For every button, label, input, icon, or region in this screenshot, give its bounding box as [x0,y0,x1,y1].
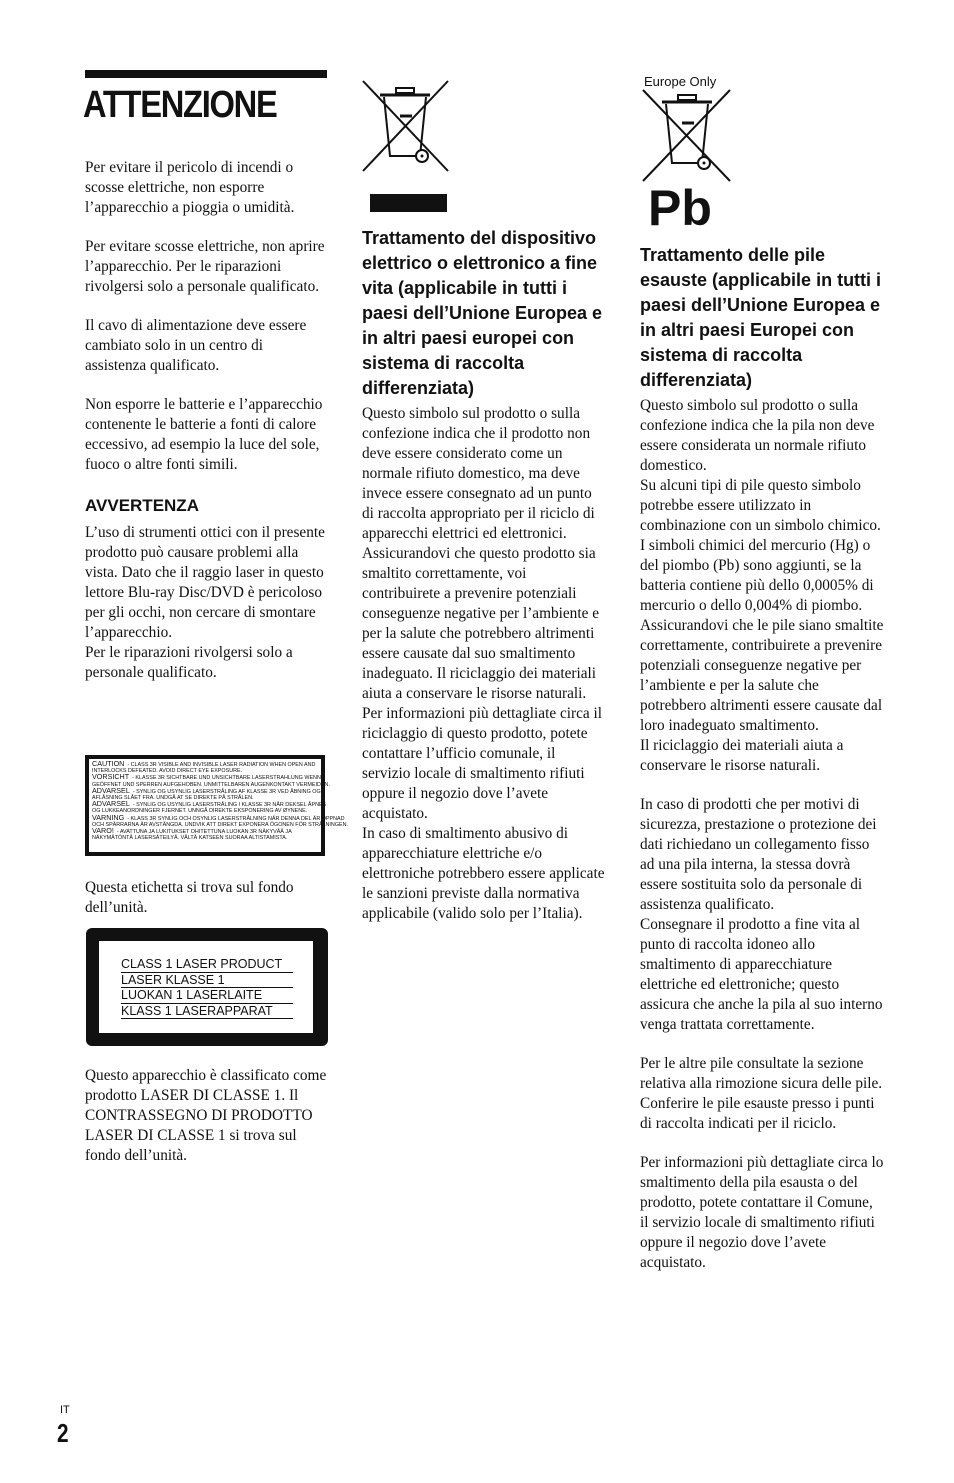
caution-line [92,761,318,768]
caution-label [85,755,349,856]
pb-symbol: Pb [648,180,712,236]
caution-text: GEÖFFNET UND SPERREN AUFGEHOBEN. UNMITTELBAREN AUGENKONTAKT VERMEIDEN. [92,781,330,788]
caution-keyword: ADVARSEL [92,799,130,809]
paragraph: Per evitare scosse elettriche, non aprire l’apparecchio. Per le riparazioni rivolgersi solo a personale qualificato. [85,238,325,295]
page-number: 2 [57,1418,69,1448]
weee-body: Questo simbolo sul prodotto o sulla confezione indica che il prodotto non deve essere considerato come un normale rifiuto domestico, ma deve invece essere consegnato ad un punto di raccolta appropriato per il riciclo di apparecchi elettrici ed elettronici. Assicurandovi che questo prodotto sia smaltito correttamente, voi contribuirete a prevenire potenziali conseguenze negative per l’ambiente e per la salute che potrebbero altrimenti essere causate dal suo smaltimento inadeguato. Il riciclaggio dei materiali aiuta a conservare le risorse naturali. Per informazioni più dettagliate circa il riciclaggio di questo prodotto, potete contattare l’ufficio comunale, il servizio locale di smaltimento rifiuti oppure il negozio dove l’avete acquistato. [362,405,602,822]
warning-text: L’uso di strumenti ottici con il presente prodotto può causare problemi alla vista. Dato che il raggio laser in questo lettore Blu-ray Disc/DVD è pericoloso per gli occhi, non cercare di smontare l’apparecchio. [85,524,325,641]
battery-paragraph: Consegnare il prodotto a fine vita al punto di raccolta idoneo allo smaltimento di apparecchiature elettriche ed elettroniche; questo assicura che anche la pila al suo interno venga trattata correttamente. [640,916,883,1033]
column-3 [640,243,885,1273]
classification-text: Questo apparecchio è classificato come prodotto LASER DI CLASSE 1. Il CONTRASSEGNO DI PRODOTTO LASER DI CLASSE 1 si trova sul fondo dell’unità. [85,1067,327,1164]
europe-only-label: Europe Only [644,74,717,89]
weee-symbol-icon [360,78,450,213]
paragraph: Il cavo di alimentazione deve essere cambiato solo in un centro di assistenza qualificato. [85,317,307,374]
caution-text: OG LUKKEANORDNINGER FJERNET. UNNGÅ DIREKTE EKSPONERING AV ØYNENE. [92,808,308,815]
battery-symbol-icon [640,71,760,236]
caution-text: - SYNLIG OG USYNLIG LASERSTRÅLING AF KLASSE 3R VED ÅBNING OG [132,788,321,795]
battery-paragraph: Questo simbolo sul prodotto o sulla confezione indica che la pila non deve essere considerata un normale rifiuto domestico. [640,397,875,474]
weee-heading: Trattamento del dispositivo elettrico o elettronico a fine vita (applicabile in tutti i paesi dell’Unione Europea e in altri paesi europei con sistema di raccolta differenziata) [362,228,603,398]
caution-text: OCH SPÄRRARNA ÄR AVSTÄNGDA. UNDVIK ATT DIREKT EXPONERA ÖGONEN FÖR STRÅLNINGEN. [92,821,349,828]
paragraph: Non esporre le batterie e l’apparecchio contenente le batterie a fonti di calore eccessivo, ad esempio la luce del sole, fuoco o altre fonti simili. [85,396,323,473]
laser-label-line: CLASS 1 LASER PRODUCT [121,957,293,973]
battery-paragraph: Assicurandovi che le pile siano smaltite correttamente, contribuirete a prevenire potenziali conseguenze negative per l’ambiente e per la salute che potrebbero altrimenti essere causate dal loro inadeguato smaltimento. [640,617,884,734]
laser-label-line: LASER KLASSE 1 [121,973,293,989]
laser-class-label [86,928,328,1046]
caution-text: - KLASS 3R SYNLIG OCH OSYNLIG LASERSTRÅLNING NÄR DENNA DEL ÄR ÖPPNAD [127,815,345,822]
title-rule [85,70,327,78]
caution-keyword: ADVARSEL [92,785,130,795]
label-location-text: Questa etichetta si trova sul fondo dell’unità. [85,879,294,916]
caution-line [92,785,321,795]
battery-paragraph: In caso di prodotti che per motivi di sicurezza, prestazione o protezione dei dati richiedano un collegamento fisso ad una pila interna, la stessa dovrà essere sostituita solo da personale di assistenza qualificato. [640,796,877,913]
warning-text: Per le riparazioni rivolgersi solo a personale qualificato. [85,644,293,681]
caution-text: INTERLOCKS DEFEATED. AVOID DIRECT EYE EXPOSURE. [92,768,243,775]
page-title: ATTENZIONE [83,84,277,126]
warning-heading: AVVERTENZA [85,496,199,515]
caution-keyword: VARNING [92,812,125,822]
caution-text: - SYNLIG OG USYNLIG LASERSTRÅLING I KLASSE 3R NÅR DEKSEL ÅPNES [132,802,327,809]
language-code: IT [60,1404,70,1416]
caution-line [92,812,345,822]
laser-label-line: LUOKAN 1 LASERLAITE [121,988,293,1004]
caution-keyword: VARO! [92,826,114,836]
paragraph: Per evitare il pericolo di incendi o scosse elettriche, non esporre l’apparecchio a pioggia o umidità. [85,159,295,216]
laser-label-line: KLASS 1 LASERAPPARAT [121,1004,293,1020]
classification [85,1066,327,1166]
caution-text: - KLASSE 3R SICHTBARE UND UNSICHTBARE LASERSTRAHLUNG WENN [132,775,321,782]
column-2 [362,226,607,924]
caution-text: AFLÅSNING SLÅET FRA. UNDGÅ AT SE DIREKTE PÅ STRÅLEN. [92,795,254,802]
caution-line [92,772,321,782]
caution-text: - CLASS 3R VISIBLE AND INVISIBLE LASER RADIATION WHEN OPEN AND [127,762,316,768]
column-1 [85,158,327,683]
battery-heading: Trattamento delle pile esauste (applicabile in tutti i paesi dell’Unione Europea e in altri paesi Europei con sistema di raccolta differenziata) [640,245,882,390]
caution-line [92,835,318,841]
battery-paragraph: Per informazioni più dettagliate circa lo smaltimento della pila esausta o del prodotto, potete contattare il Comune, il servizio locale di smaltimento rifiuti oppure il negozio dove l’avete acquistato. [640,1154,884,1271]
caution-keyword: CAUTION [92,759,125,768]
caution-text: - AVATTUNA JA LUKITUKSET OHITETTUNA LUOKAN 3R NÄKYVÄÄ JA [116,829,292,836]
battery-paragraph: Per le altre pile consultate la sezione relativa alla rimozione sicura delle pile. Conferire le pile esauste presso i punti di raccolta indicati per il riciclo. [640,1055,883,1132]
caution-text: NÄKYMÄTÖNTÄ LASERSÄTEILYÄ. VÄLTÄ KATSEEN SUORAA ALTISTAMISTA. [92,835,288,842]
caution-keyword: VORSICHT [92,772,130,782]
battery-paragraph: Il riciclaggio dei materiali aiuta a conservare le risorse naturali. [640,737,844,774]
label-location [85,878,327,918]
battery-paragraph: Su alcuni tipi di pile questo simbolo potrebbe essere utilizzato in combinazione con un simbolo chimico. I simboli chimici del mercurio (Hg) o del piombo (Pb) sono aggiunti, se la batteria contiene più dello 0,0005% di mercurio o dello 0,004% di piombo. [640,477,881,614]
caution-line [92,808,318,814]
weee-body: In caso di smaltimento abusivo di apparecchiature elettriche e/o elettroniche potrebbero essere applicate le sanzioni previste dalla normativa applicabile (valido solo per l’Italia). [362,825,605,922]
